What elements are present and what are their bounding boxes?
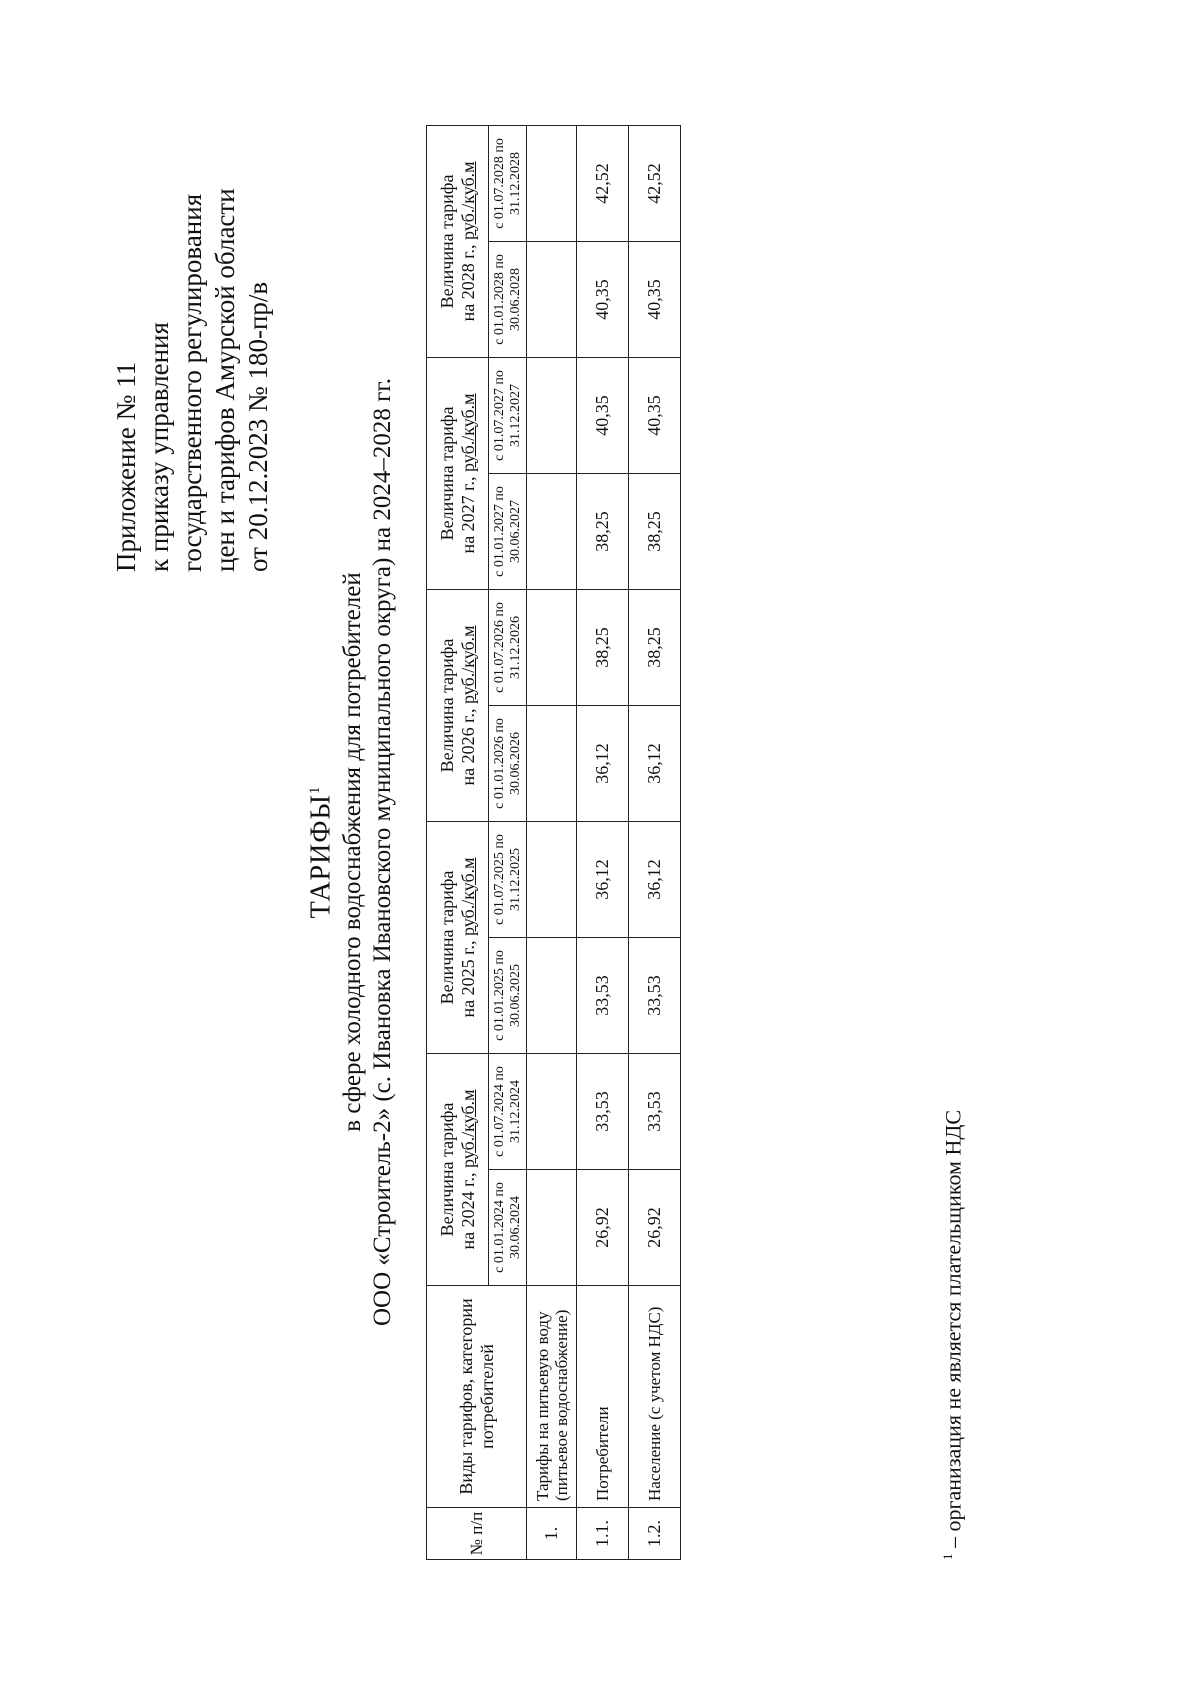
tariff-value: 33,53 bbox=[629, 937, 681, 1053]
header-line-2: к приказу управления bbox=[144, 321, 174, 572]
tariff-value: 33,53 bbox=[629, 1053, 681, 1169]
tariff-value: 40,35 bbox=[577, 357, 629, 473]
tariff-value: 36,12 bbox=[629, 705, 681, 821]
tariff-value bbox=[527, 1053, 577, 1169]
header-period: с 01.01.2025 по 30.06.2025 bbox=[489, 937, 527, 1053]
tariff-value: 38,25 bbox=[577, 589, 629, 705]
tariff-value: 26,92 bbox=[629, 1169, 681, 1285]
tariff-value: 42,52 bbox=[577, 125, 629, 241]
document-subtitle-1: в сфере холодного водоснабжения для потребителей bbox=[339, 571, 367, 1132]
header-period: с 01.01.2024 по 30.06.2024 bbox=[489, 1169, 527, 1285]
header-tariff-kind: Виды тарифов, категории потребителей bbox=[427, 1285, 527, 1507]
title-block bbox=[298, 42, 398, 1662]
header-period: с 01.07.2027 по 31.12.2027 bbox=[489, 357, 527, 473]
row-number: 1.1. bbox=[577, 1507, 629, 1559]
header-period: с 01.01.2026 по 30.06.2026 bbox=[489, 705, 527, 821]
header-year-2027: Величина тарифа на 2027 г., руб./куб.м bbox=[427, 357, 489, 589]
document-sheet bbox=[70, 42, 1130, 1662]
tariff-value: 26,92 bbox=[577, 1169, 629, 1285]
tariff-value bbox=[527, 125, 577, 241]
footnote bbox=[940, 1109, 966, 1559]
header-period: с 01.01.2028 по 30.06.2028 bbox=[489, 241, 527, 357]
tariff-table bbox=[426, 124, 681, 1559]
tariff-value: 38,25 bbox=[577, 473, 629, 589]
tariff-value: 40,35 bbox=[577, 241, 629, 357]
tariff-value bbox=[527, 241, 577, 357]
tariff-value: 40,35 bbox=[629, 357, 681, 473]
tariff-value: 33,53 bbox=[577, 1053, 629, 1169]
tariff-value: 38,25 bbox=[629, 473, 681, 589]
header-period: с 01.07.2025 по 31.12.2025 bbox=[489, 821, 527, 937]
tariff-value: 36,12 bbox=[629, 821, 681, 937]
header-line-1: Приложение № 11 bbox=[111, 361, 141, 572]
table-row bbox=[527, 125, 577, 1559]
header-period: с 01.07.2028 по 31.12.2028 bbox=[489, 125, 527, 241]
header-year-2024: Величина тарифа на 2024 г., руб./куб.м bbox=[427, 1053, 489, 1285]
row-label: Потребители bbox=[577, 1285, 629, 1507]
row-label: Население (с учетом НДС) bbox=[629, 1285, 681, 1507]
header-period: с 01.01.2027 по 30.06.2027 bbox=[489, 473, 527, 589]
header-line-4: цен и тарифов Амурской области bbox=[210, 187, 240, 572]
document-subtitle-2: ООО «Строитель-2» (с. Ивановка Ивановского муниципального округа) на 2024–2028 гг. bbox=[369, 377, 397, 1326]
tariff-value bbox=[527, 821, 577, 937]
header-year-2028: Величина тарифа на 2028 г., руб./куб.м bbox=[427, 125, 489, 357]
table-row bbox=[577, 125, 629, 1559]
title-footnote-mark: 1 bbox=[307, 785, 323, 794]
row-number: 1.2. bbox=[629, 1507, 681, 1559]
tariff-value bbox=[527, 1169, 577, 1285]
table-row bbox=[629, 125, 681, 1559]
row-label: Тарифы на питьевую воду (питьевое водоснабжение) bbox=[527, 1285, 577, 1507]
header-line-5: от 20.12.2023 № 180-пр/в bbox=[243, 281, 273, 572]
tariff-value: 40,35 bbox=[629, 241, 681, 357]
appendix-header bbox=[110, 152, 275, 572]
document-title: ТАРИФЫ$^1$ bbox=[305, 785, 337, 918]
header-line-3: государственного регулирования bbox=[177, 193, 207, 572]
tariff-value: 42,52 bbox=[629, 125, 681, 241]
header-year-2026: Величина тарифа на 2026 г., руб./куб.м bbox=[427, 589, 489, 821]
tariff-value bbox=[527, 473, 577, 589]
footnote-text: – организация не является плательщиком НДС bbox=[940, 1109, 966, 1553]
tariff-value: 36,12 bbox=[577, 705, 629, 821]
tariff-value bbox=[527, 357, 577, 473]
footnote-mark: 1 bbox=[940, 1553, 955, 1560]
tariff-value: 33,53 bbox=[577, 937, 629, 1053]
tariff-value: 36,12 bbox=[577, 821, 629, 937]
header-period: с 01.07.2024 по 31.12.2024 bbox=[489, 1053, 527, 1169]
tariff-value bbox=[527, 937, 577, 1053]
header-number: № п/п bbox=[427, 1507, 527, 1559]
tariff-value bbox=[527, 589, 577, 705]
row-number: 1. bbox=[527, 1507, 577, 1559]
tariff-value bbox=[527, 705, 577, 821]
header-year-2025: Величина тарифа на 2025 г., руб./куб.м bbox=[427, 821, 489, 1053]
header-period: с 01.07.2026 по 31.12.2026 bbox=[489, 589, 527, 705]
tariff-value: 38,25 bbox=[629, 589, 681, 705]
